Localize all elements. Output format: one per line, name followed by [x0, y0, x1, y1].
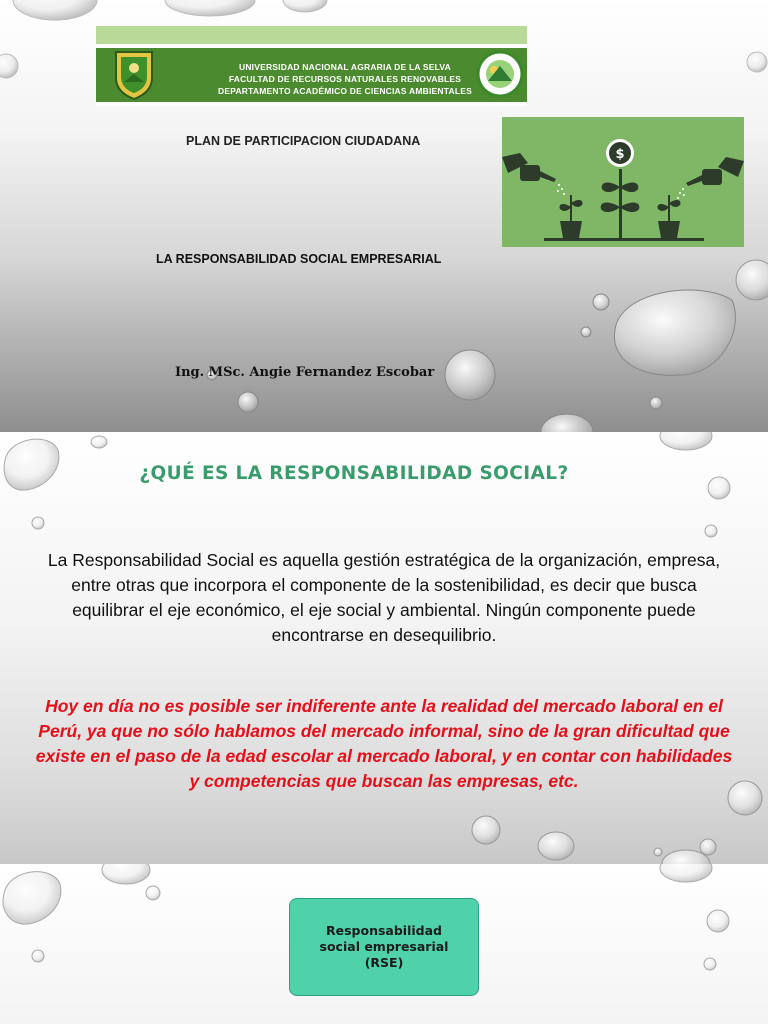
definition-slide [0, 432, 768, 864]
university-header-banner [96, 26, 527, 106]
definition-paragraph: La Responsabilidad Social es aquella gestión estratégica de la organización, empresa, entre otras que incorpora el componente de la sostenibilidad, es decir que busca equilibrar el eje económico, el eje social y ambiental. Ningún componente puede encontrarse en desequilibrio. [47, 550, 721, 645]
banner-university-name: UNIVERSIDAD NACIONAL AGRARIA DE LA SELVA [238, 62, 451, 72]
rse-concept-box [289, 898, 479, 996]
svg-text:$: $ [615, 147, 625, 162]
author-name: Ing. MSc. Angie Fernandez Escobar [175, 365, 435, 380]
slide-heading-text: ¿QUÉ ES LA RESPONSABILIDAD SOCIAL? [139, 463, 569, 484]
banner-faculty-name: FACULTAD DE RECURSOS NATURALES RENOVABLES [228, 74, 462, 84]
highlight-paragraph: Hoy en día no es posible ser indiferente ante la realidad del mercado laboral en el Perú, ya que no sólo hablamos del mercado informal, sino de la gran dificultad que existe en el paso de la edad escolar al mercado laboral, y en contar con habilidades y competencias que buscan las empresas, etc. [35, 696, 733, 791]
water-drops-decoration [0, 432, 768, 864]
banner-department-name: DEPARTAMENTO ACADÉMICO DE CIENCIAS AMBIENTALES [218, 86, 472, 96]
rse-slide [0, 864, 768, 1024]
banner-top-strip [96, 26, 527, 44]
plan-title: PLAN DE PARTICIPACION CIUDADANA [186, 134, 421, 148]
topic-title: LA RESPONSABILIDAD SOCIAL EMPRESARIAL [156, 252, 442, 266]
slide-heading [0, 463, 768, 484]
rse-box-label: Responsabilidad social empresarial (RSE) [319, 923, 449, 970]
university-shield-logo-icon [112, 48, 156, 100]
money-plant-watering-icon [502, 117, 744, 247]
title-slide [0, 0, 768, 432]
